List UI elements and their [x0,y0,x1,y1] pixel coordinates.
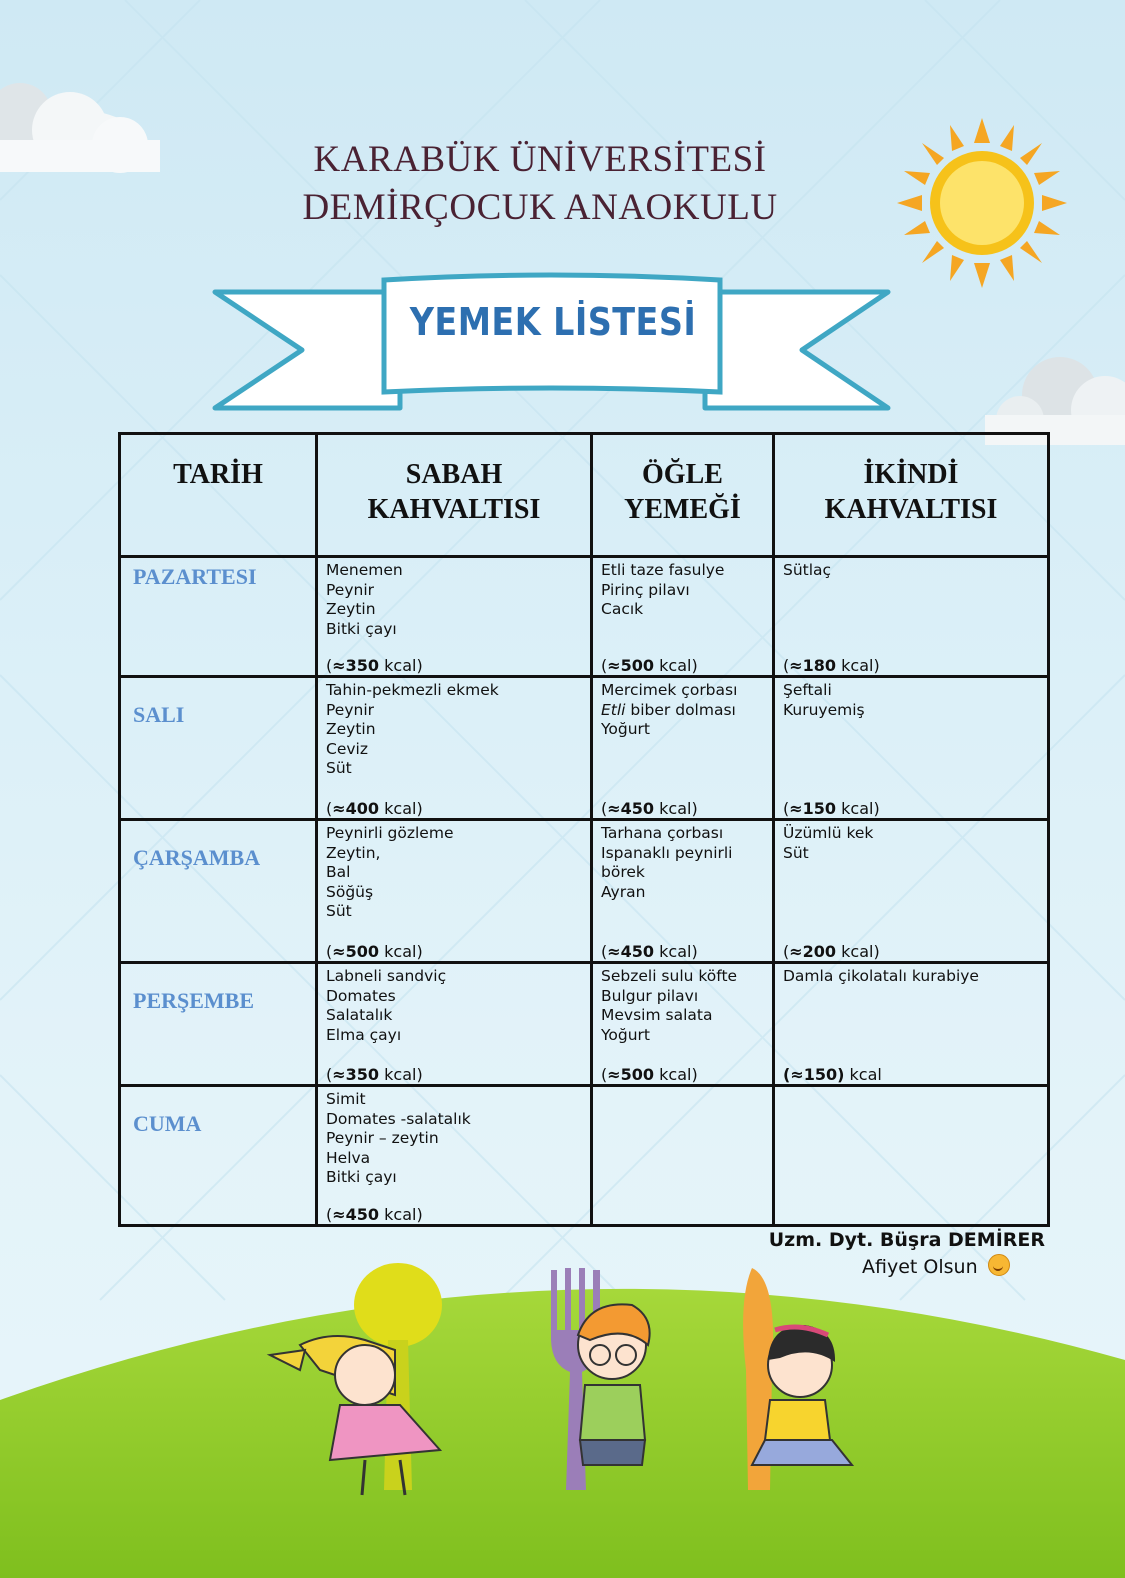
calorie-label: (≈500 kcal) [601,656,698,675]
lunch-cell [592,963,774,1086]
food-item: Tarhana çorbası [601,824,724,842]
meal-content [318,964,590,1084]
food-item: Ispanaklı peynirli [601,843,733,862]
child-illustration [578,1304,650,1465]
cloud-icon [0,83,160,173]
table-row [120,963,1049,1086]
meal-content [593,1087,772,1224]
food-item: Kuruyemiş [783,700,865,719]
food-item: Şeftali [783,681,832,699]
table-row [120,677,1049,820]
food-item: Peynirli gözleme [326,824,454,842]
food-item: Salatalık [326,1006,393,1024]
food-item: Elma çayı [326,1025,402,1044]
day-label: SALI [133,702,185,727]
food-item: Yoğurt [601,720,651,738]
lunch-cell [592,1086,774,1226]
day-label: CUMA [133,1111,202,1136]
food-item: Süt [326,759,352,777]
food-item: Damla çikolatalı kurabiye [783,967,979,985]
meal-content [318,821,590,961]
column-header-breakfast: SABAH KAHVALTISI [317,434,592,557]
food-item: Zeytin [326,720,376,738]
afternoon-cell [774,963,1049,1086]
calorie-label: (≈500 kcal) [326,942,423,961]
afternoon-cell [774,820,1049,963]
food-item: Ceviz [326,739,368,758]
day-label: PAZARTESI [133,564,257,589]
food-item: Ayran [601,882,646,901]
food-item: Süt [326,902,352,920]
calorie-label: (≈400 kcal) [326,799,423,818]
meal-content [775,964,1047,1084]
meal-content [593,558,772,675]
food-item: Bulgur pilavı [601,986,699,1005]
column-header-lunch: ÖĞLE YEMEĞİ [592,434,774,557]
food-item: Üzümlü kek [783,824,874,842]
afternoon-cell [774,1086,1049,1226]
food-item: Helva [326,1148,371,1167]
day-cell [120,557,317,677]
food-item: Menemen [326,561,403,579]
lunch-cell [592,677,774,820]
afternoon-cell [774,677,1049,820]
breakfast-cell [317,820,592,963]
meal-table [118,432,1050,1227]
meal-content [593,678,772,818]
breakfast-cell [317,963,592,1086]
calorie-label: (≈350 kcal) [326,656,423,675]
dietitian-name: Uzm. Dyt. Büşra DEMİRER [768,1229,1045,1251]
food-item: Tahin-pekmezli ekmek [326,681,499,699]
menu-title: YEMEK LİSTESİ [409,300,697,344]
food-item: Sebzeli sulu köfte [601,967,738,985]
calorie-label: (≈200 kcal) [783,942,880,961]
food-item: Bal [326,863,351,881]
day-cell [120,1086,317,1226]
food-item: Simit [326,1090,366,1108]
calorie-label: (≈450 kcal) [326,1205,423,1224]
food-item: Sütlaç [783,561,832,579]
food-item: Etli taze fasulye [601,561,725,579]
food-item: Labneli sandviç [326,967,447,985]
food-item: Süt [783,843,809,862]
column-header-date: TARİH [120,434,317,557]
food-item: Cacık [601,600,644,618]
food-item: Bitki çayı [326,1168,397,1186]
food-item: Peynir [326,700,375,719]
table-header-row [120,434,1049,557]
breakfast-cell [317,1086,592,1226]
calorie-label: (≈350 kcal) [326,1065,423,1084]
calorie-label: (≈450 kcal) [601,799,698,818]
afternoon-cell [774,557,1049,677]
sun-icon [897,118,1067,288]
food-item: Yoğurt [601,1025,651,1044]
calorie-label: (≈500 kcal) [601,1065,698,1084]
food-item: Domates [326,986,396,1005]
day-cell [120,677,317,820]
meal-content [775,558,1047,675]
meal-content [775,821,1047,961]
lunch-cell [592,820,774,963]
day-cell [120,963,317,1086]
day-label: ÇARŞAMBA [133,845,261,870]
calorie-label: (≈150 kcal) [783,799,880,818]
meal-content [775,678,1047,818]
school-name-line1: KARABÜK ÜNİVERSİTESİ [313,139,767,180]
calorie-label: (≈180 kcal) [783,656,880,675]
food-item: Mevsim salata [601,1006,713,1024]
day-label: PERŞEMBE [133,988,255,1013]
food-item: Domates -salatalık [326,1109,471,1128]
food-item: Peynir [326,580,375,599]
food-item: Söğüş [326,882,374,901]
calorie-label: (≈450 kcal) [601,942,698,961]
food-item: Zeytin, [326,843,381,862]
food-item: Bitki çayı [326,619,397,638]
breakfast-cell [317,557,592,677]
meal-content [775,1087,1047,1224]
food-item: Zeytin [326,600,376,618]
column-header-afternoon: İKİNDİ KAHVALTISI [774,434,1049,557]
meal-content [318,1087,590,1224]
calorie-label: (≈150) kcal [783,1065,882,1084]
table-row [120,820,1049,963]
meal-content [318,558,590,675]
smiley-icon [988,1254,1010,1276]
food-item: Etli biber dolması [601,700,736,719]
meal-content [593,821,772,961]
lunch-cell [592,557,774,677]
food-item: Peynir – zeytin [326,1129,439,1147]
table-row [120,1086,1049,1226]
school-name-line2: DEMİRÇOCUK ANAOKULU [302,187,778,228]
food-item: Pirinç pilavı [601,580,690,599]
meal-content [318,678,590,818]
day-cell [120,820,317,963]
greeting: Afiyet Olsun [862,1254,1010,1278]
breakfast-cell [317,677,592,820]
table-row [120,557,1049,677]
food-item: börek [601,863,645,881]
meal-content [593,964,772,1084]
food-item: Mercimek çorbası [601,681,738,699]
